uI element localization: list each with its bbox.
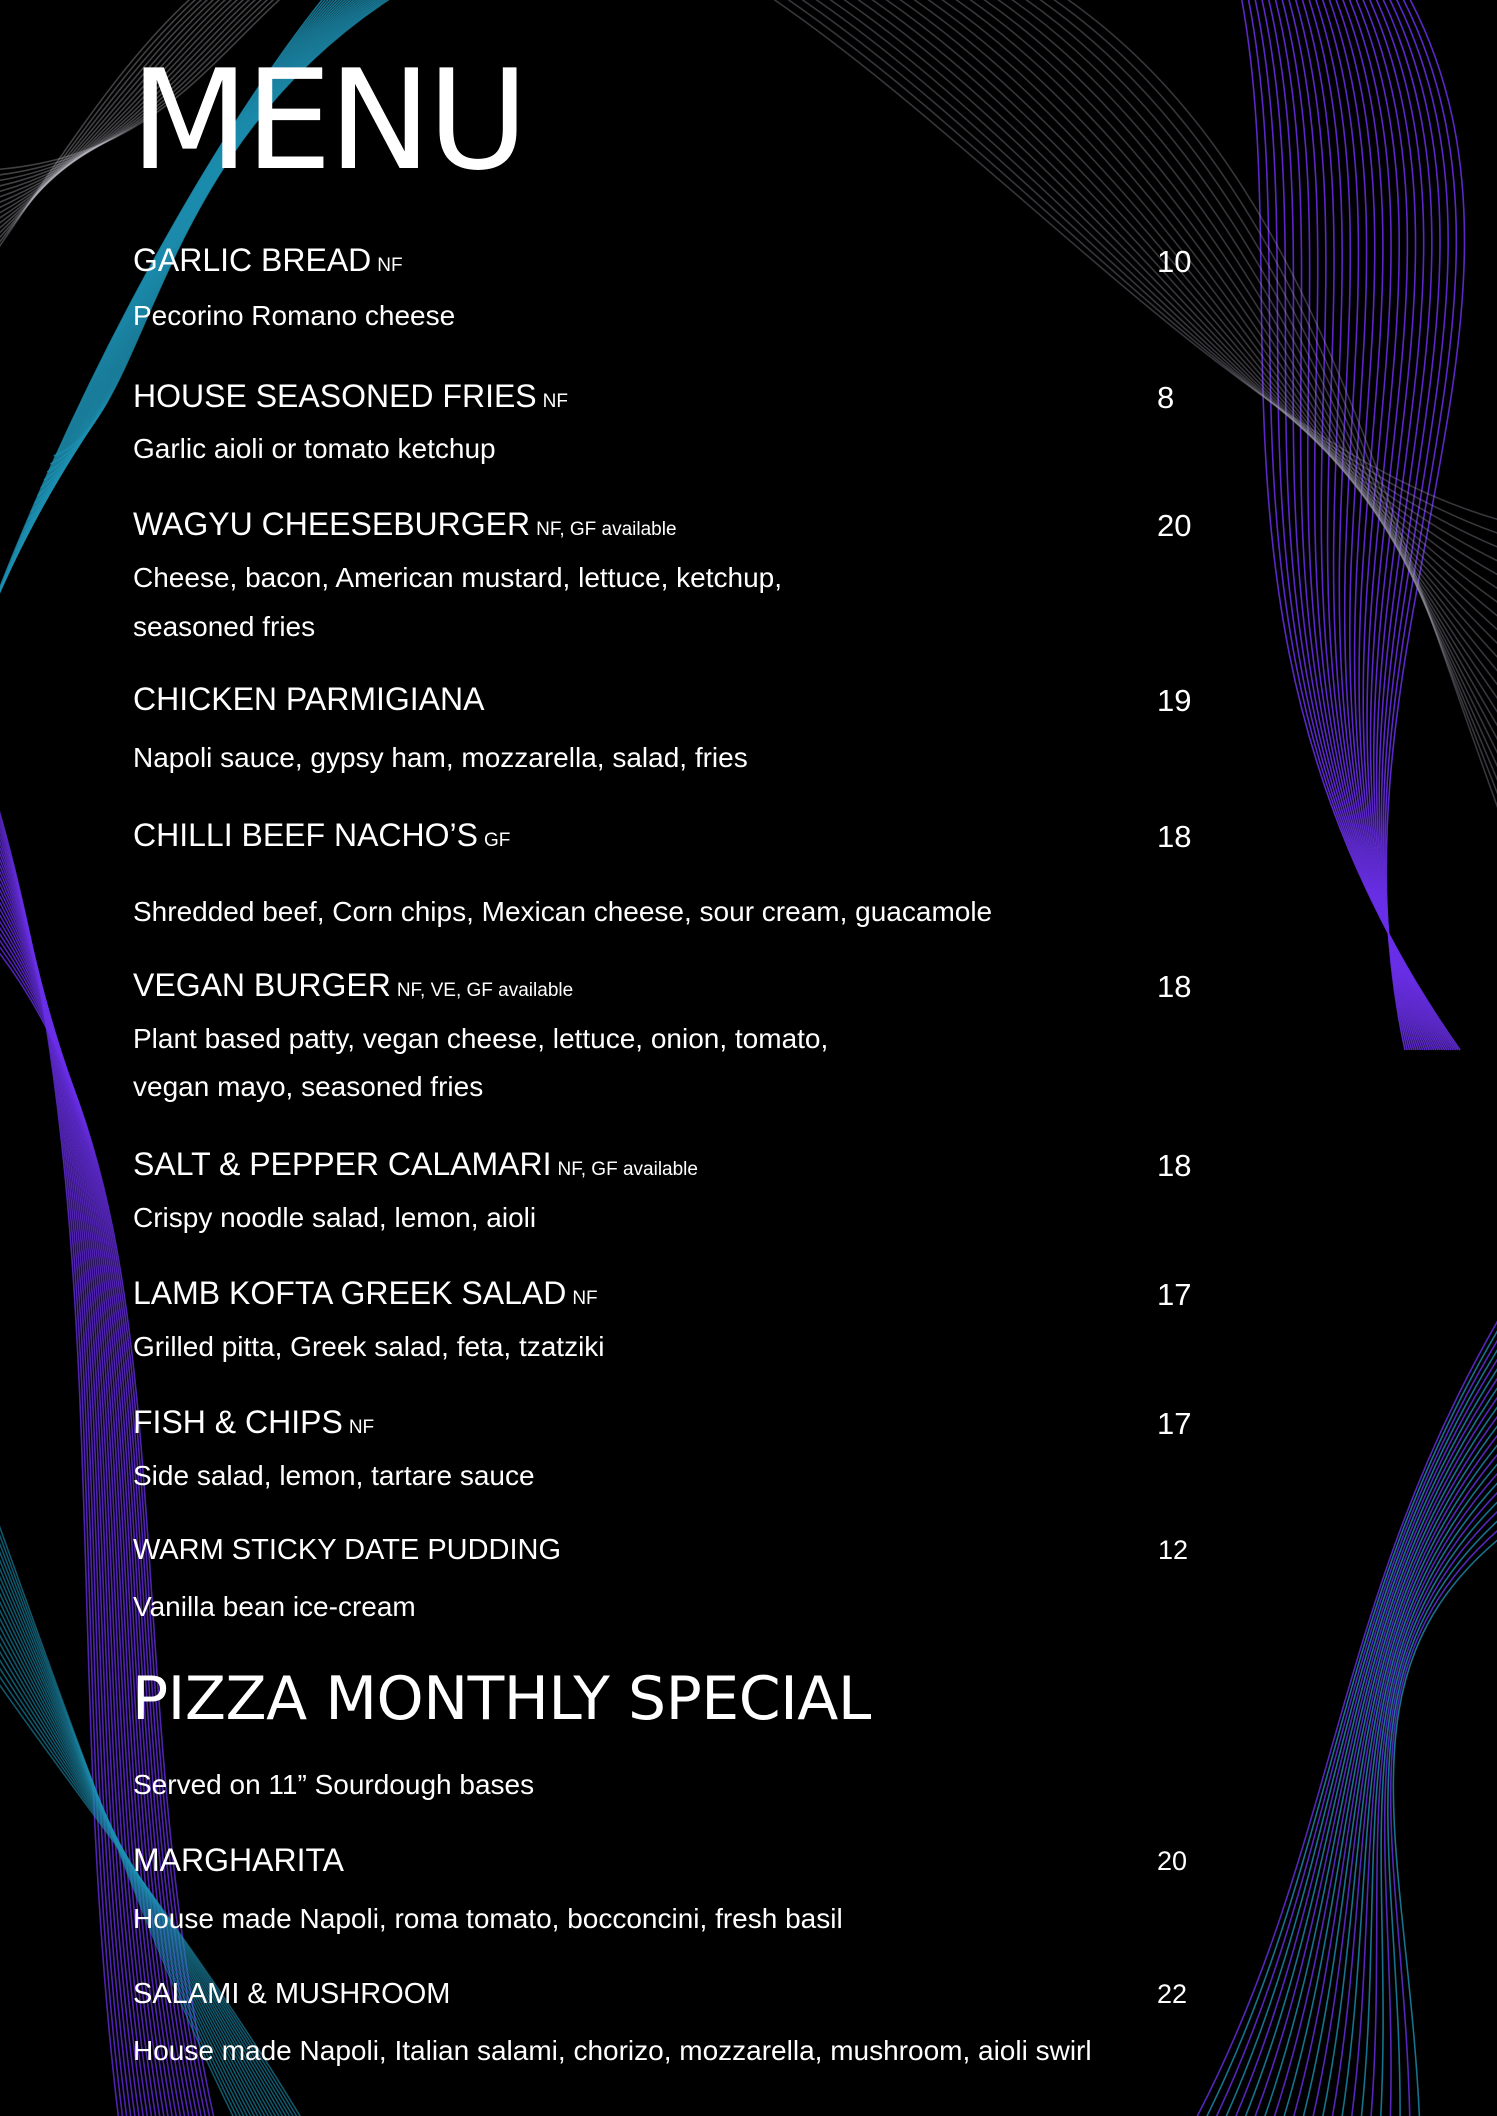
dietary-tags: NF [377,255,403,276]
menu-item-price: 17 [1157,1406,1192,1441]
menu-item-name: FISH & CHIPS NF [133,1404,375,1440]
menu-item-name: CHICKEN PARMIGIANA [133,681,485,717]
dietary-tags: NF [572,1288,598,1309]
menu-item-description: Vanilla bean ice-cream [133,1591,416,1622]
dietary-tags: GF [483,830,511,851]
pizza-item-price: 20 [1157,1846,1188,1876]
menu-item-price: 10 [1157,244,1192,279]
pizza-item-description: House made Napoli, roma tomato, bocconcini, fresh basil [133,1903,843,1934]
menu-item-name: LAMB KOFTA GREEK SALAD NF [133,1275,598,1311]
dietary-tags: NF, GF available [536,519,677,540]
menu-item-name: VEGAN BURGER NF, VE, GF available [133,967,574,1003]
dietary-tags: NF, GF available [557,1159,698,1180]
menu-item-description: Napoli sauce, gypsy ham, mozzarella, salad, fries [133,742,748,773]
menu-item-price: 19 [1157,683,1192,718]
pizza-item-price: 22 [1157,1979,1188,2009]
menu-item-name: SALT & PEPPER CALAMARI NF, GF available [133,1146,698,1182]
menu-item-description: Crispy noodle salad, lemon, aioli [133,1202,537,1233]
menu-item-description: Pecorino Romano cheese [133,300,456,331]
menu-item-description: Garlic aioli or tomato ketchup [133,433,496,464]
menu-item-name: WAGYU CHEESEBURGER NF, GF available [133,506,677,542]
dietary-tags: NF [542,391,568,412]
menu-item-description: Cheese, bacon, American mustard, lettuce, ketchup, [133,562,783,593]
menu-item-name: WARM STICKY DATE PUDDING [133,1534,562,1566]
menu-item-price: 18 [1157,969,1192,1004]
menu-item-price: 18 [1157,819,1192,854]
menu-item-price: 20 [1157,508,1192,543]
dietary-tags: NF, VE, GF available [396,980,574,1001]
menu-item-description: Shredded beef, Corn chips, Mexican cheese, sour cream, guacamole [133,896,993,927]
menu-item-name: GARLIC BREAD NF [133,242,403,278]
menu-item-price: 8 [1157,380,1175,415]
dietary-tags: NF [348,1417,375,1438]
menu-item-description-line2: vegan mayo, seasoned fries [133,1071,484,1102]
menu-item-description: Grilled pitta, Greek salad, feta, tzatziki [133,1331,605,1362]
menu-item-description: Side salad, lemon, tartare sauce [133,1460,535,1491]
menu-item-name: HOUSE SEASONED FRIES NF [133,378,568,414]
pizza-section-subtitle: Served on 11” Sourdough bases [133,1769,535,1800]
pizza-section-title: PIZZA MONTHLY SPECIAL [132,1664,871,1734]
menu-item-description: Plant based patty, vegan cheese, lettuce, onion, tomato, [133,1023,829,1054]
menu-item-price: 18 [1157,1148,1192,1183]
pizza-item-name: SALAMI & MUSHROOM [133,1978,451,2010]
menu-item-description-line2: seasoned fries [133,611,316,642]
pizza-item-description: House made Napoli, Italian salami, chorizo, mozzarella, mushroom, aioli swirl [133,2035,1092,2066]
menu-item-name: CHILLI BEEF NACHO’S GF [133,817,511,853]
pizza-item-name: MARGHARITA [133,1842,344,1878]
menu-title: MENU [130,40,525,201]
menu-item-price: 17 [1157,1277,1192,1312]
menu-item-price: 12 [1158,1535,1189,1565]
